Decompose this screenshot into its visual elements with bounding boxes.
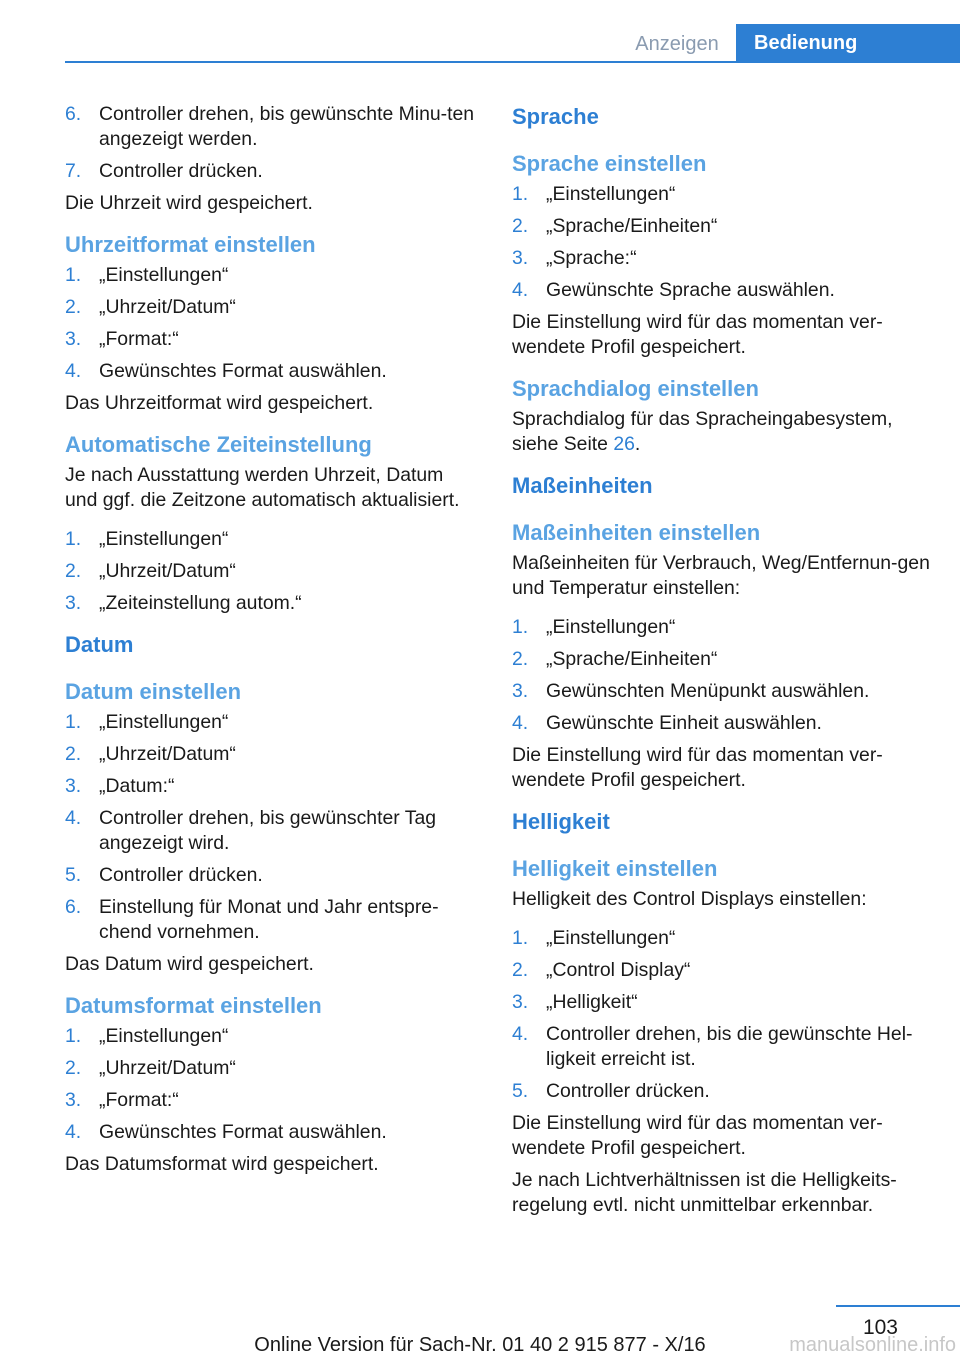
list-item [65, 591, 475, 616]
step-text: Controller drücken. [99, 160, 263, 182]
page-header [0, 0, 960, 62]
helligkeit-note: Je nach Lichtverhältnissen ist die Helligkeits-regelung evtl. nicht unmittelbar erkennbar. [512, 1169, 897, 1216]
datum-steps-list [65, 710, 475, 945]
uhrzeitformat-result: Das Uhrzeitformat wird gespeichert. [65, 392, 374, 414]
masseinheiten-description: Maßeinheiten für Verbrauch, Weg/Entfernun-gen und Temperatur einstellen: [512, 552, 930, 599]
list-item [65, 774, 475, 799]
tab-anzeigen[interactable]: Anzeigen [635, 33, 719, 55]
uhrzeitformat-title: Uhrzeitformat einstellen [65, 232, 316, 257]
helligkeit-title: Helligkeit einstellen [512, 856, 718, 881]
list-item [65, 1024, 475, 1049]
step-text: Controller drehen, bis gewünschte Minu-ten angezeigt werden. [99, 103, 475, 150]
list-item [65, 159, 475, 184]
step-number: 4. [512, 1023, 529, 1045]
list-item [512, 182, 930, 207]
step-number: 1. [512, 183, 529, 205]
datumsformat-steps-list [65, 1024, 475, 1145]
list-item [65, 527, 475, 552]
sprachdialog-title: Sprachdialog einstellen [512, 376, 759, 401]
datum-title: Datum einstellen [65, 679, 242, 704]
step-text: „Datum:“ [99, 775, 175, 797]
step-number: 1. [65, 1025, 82, 1047]
step-number: 5. [65, 864, 82, 886]
list-item [512, 647, 930, 672]
sprache-heading: Sprache [512, 104, 599, 129]
step-text: Gewünschten Menüpunkt auswählen. [546, 680, 870, 702]
uhrzeitformat-steps-list [65, 263, 475, 384]
step-text: „Einstellungen“ [546, 183, 676, 205]
list-item [65, 295, 475, 320]
list-item [512, 246, 930, 271]
sprachdialog-description [512, 407, 930, 457]
step-text: „Einstellungen“ [546, 616, 676, 638]
datumsformat-title: Datumsformat einstellen [65, 993, 322, 1018]
step-text: Gewünschte Einheit auswählen. [546, 712, 822, 734]
step-number: 3. [512, 247, 529, 269]
list-item [65, 895, 475, 945]
step-number: 3. [65, 328, 82, 350]
helligkeit-steps-list [512, 926, 930, 1104]
step-text: „Format:“ [99, 1089, 179, 1111]
step-text: „Control Display“ [546, 959, 691, 981]
step-number: 2. [65, 1057, 82, 1079]
helligkeit-heading: Helligkeit [512, 809, 610, 834]
footer-version-text: Online Version für Sach-Nr. 01 40 2 915 877 - X/16 [254, 1334, 706, 1356]
tab-bedienung[interactable]: Bedienung [736, 24, 960, 62]
list-item [512, 1022, 930, 1072]
step-number: 2. [65, 743, 82, 765]
step-text: Gewünschtes Format auswählen. [99, 1121, 387, 1143]
step-text: Gewünschtes Format auswählen. [99, 360, 387, 382]
step-number: 4. [65, 360, 82, 382]
list-item [512, 278, 930, 303]
helligkeit-result: Die Einstellung wird für das momentan ver-wendete Profil gespeichert. [512, 1112, 883, 1159]
step-number: 5. [512, 1080, 529, 1102]
list-item [65, 1120, 475, 1145]
sprache-title: Sprache einstellen [512, 151, 707, 176]
list-item [512, 1079, 930, 1104]
step-text: Gewünschte Sprache auswählen. [546, 279, 835, 301]
step-text: Controller drücken. [546, 1080, 710, 1102]
datum-heading: Datum [65, 632, 134, 657]
helligkeit-description: Helligkeit des Control Displays einstellen: [512, 888, 867, 910]
page-number: 103 [862, 1316, 898, 1339]
step-number: 2. [65, 560, 82, 582]
step-number: 3. [512, 991, 529, 1013]
list-item [65, 806, 475, 856]
list-item [65, 327, 475, 352]
sprache-steps-list [512, 182, 930, 303]
step-text: „Einstellungen“ [99, 711, 229, 733]
step-number: 3. [65, 1089, 82, 1111]
step-text: „Sprache:“ [546, 247, 637, 269]
sprachdialog-text: Sprachdialog für das Spracheingabesystem, siehe Seite [512, 408, 893, 455]
list-item [512, 926, 930, 951]
step-number: 4. [65, 807, 82, 829]
sprachdialog-text-end: . [634, 433, 641, 455]
datumsformat-result: Das Datumsformat wird gespeichert. [65, 1153, 379, 1175]
step-text: „Sprache/Einheiten“ [546, 648, 718, 670]
masseinheiten-title: Maßeinheiten einstellen [512, 520, 761, 545]
masseinheiten-steps-list [512, 615, 930, 736]
step-number: 4. [65, 1121, 82, 1143]
list-item [512, 958, 930, 983]
step-number: 2. [65, 296, 82, 318]
datum-result: Das Datum wird gespeichert. [65, 953, 314, 975]
step-number: 2. [512, 648, 529, 670]
list-item [512, 990, 930, 1015]
left-column [65, 102, 475, 1184]
step-number: 6. [65, 103, 82, 125]
step-number: 1. [512, 616, 529, 638]
step-number: 6. [65, 896, 82, 918]
step-number: 1. [65, 264, 82, 286]
step-text: Controller drücken. [99, 864, 263, 886]
step-text: „Uhrzeit/Datum“ [99, 743, 236, 765]
list-item [65, 102, 475, 152]
right-column [512, 102, 930, 1225]
auto-time-title: Automatische Zeiteinstellung [65, 432, 372, 457]
step-text: „Einstellungen“ [99, 1025, 229, 1047]
list-item [65, 263, 475, 288]
list-item [65, 1088, 475, 1113]
step-text: „Format:“ [99, 328, 179, 350]
header-divider [65, 61, 960, 63]
list-item [65, 863, 475, 888]
step-number: 4. [512, 279, 529, 301]
watermark: manualsonline.info [789, 1334, 956, 1356]
page-reference-link[interactable]: 26 [613, 433, 635, 455]
step-text: „Uhrzeit/Datum“ [99, 1057, 236, 1079]
sprache-result: Die Einstellung wird für das momentan ver-wendete Profil gespeichert. [512, 311, 883, 358]
list-item [65, 1056, 475, 1081]
intro-steps-list [65, 102, 475, 184]
step-number: 2. [512, 959, 529, 981]
step-number: 2. [512, 215, 529, 237]
step-number: 3. [65, 775, 82, 797]
step-text: „Uhrzeit/Datum“ [99, 560, 236, 582]
list-item [65, 559, 475, 584]
step-number: 1. [65, 528, 82, 550]
step-text: „Einstellungen“ [546, 927, 676, 949]
step-number: 7. [65, 160, 82, 182]
masseinheiten-result: Die Einstellung wird für das momentan ver-wendete Profil gespeichert. [512, 744, 883, 791]
step-number: 4. [512, 712, 529, 734]
step-text: „Einstellungen“ [99, 264, 229, 286]
list-item [512, 214, 930, 239]
step-number: 1. [65, 711, 82, 733]
auto-time-steps-list [65, 527, 475, 616]
step-text: „Einstellungen“ [99, 528, 229, 550]
masseinheiten-heading: Maßeinheiten [512, 473, 653, 498]
step-text: Einstellung für Monat und Jahr entspre-chend vornehmen. [99, 896, 439, 943]
step-text: Controller drehen, bis gewünschter Tag angezeigt wird. [99, 807, 437, 854]
list-item [65, 359, 475, 384]
step-number: 3. [512, 680, 529, 702]
list-item [512, 679, 930, 704]
step-text: Controller drehen, bis die gewünschte Hel-ligkeit erreicht ist. [546, 1023, 913, 1070]
auto-time-description: Je nach Ausstattung werden Uhrzeit, Datum und ggf. die Zeitzone automatisch aktualisiert. [65, 464, 460, 511]
step-text: „Helligkeit“ [546, 991, 638, 1013]
intro-result: Die Uhrzeit wird gespeichert. [65, 192, 313, 214]
step-number: 1. [512, 927, 529, 949]
footer-divider [836, 1305, 960, 1307]
list-item [512, 711, 930, 736]
list-item [65, 710, 475, 735]
step-text: „Zeiteinstellung autom.“ [99, 592, 302, 614]
step-text: „Sprache/Einheiten“ [546, 215, 718, 237]
list-item [512, 615, 930, 640]
step-number: 3. [65, 592, 82, 614]
step-text: „Uhrzeit/Datum“ [99, 296, 236, 318]
list-item [65, 742, 475, 767]
